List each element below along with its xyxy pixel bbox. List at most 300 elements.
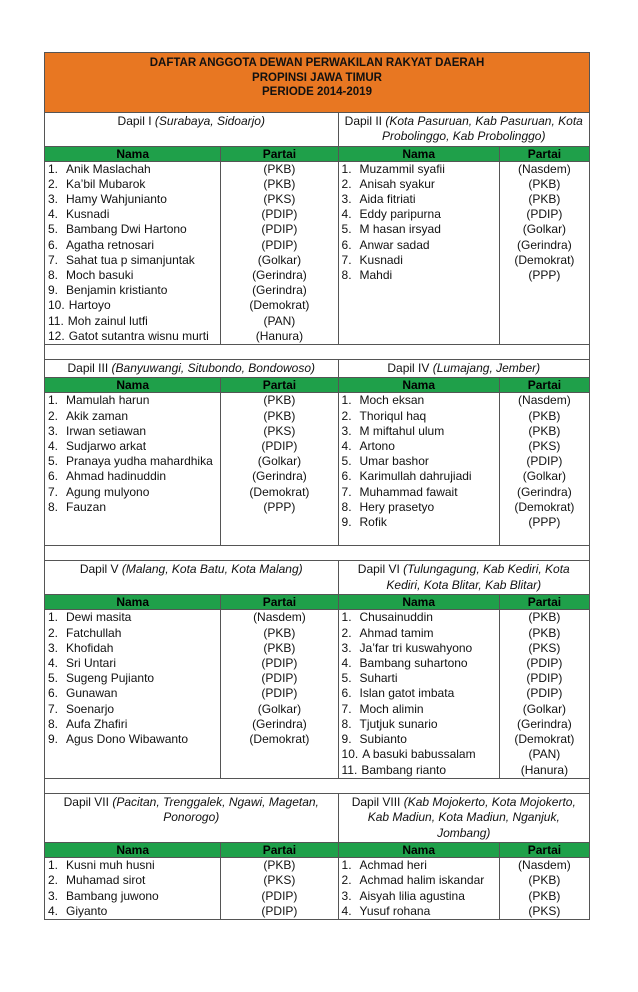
member-party-cell [221,469,338,484]
member-name-cell [45,207,221,222]
section-spacer [45,546,590,561]
document-title [45,53,590,113]
member-number: 2. [341,408,352,423]
member-name-cell [338,177,499,192]
member-number: 9. [341,732,352,747]
member-party: (PKS) [263,423,296,438]
member-name: Islan gatot imbata [359,686,455,701]
district-title [45,112,339,146]
member-number: 8. [341,267,352,282]
member-name: Achmad heri [359,858,427,873]
member-party-cell [499,268,589,283]
column-header-nama: Nama [45,843,221,858]
member-name-cell [45,747,221,762]
member-number: 4. [48,207,59,222]
member-number: 9. [48,283,59,298]
member-name: Thoriqul haq [359,408,427,423]
table-row [45,238,590,253]
table-row [45,177,590,192]
member-number: 2. [341,176,352,191]
member-number: 8. [48,499,59,514]
member-name-cell [338,626,499,641]
table-row [45,222,590,237]
member-name: Aisyah lilia agustina [359,888,465,903]
member-party: (Demokrat) [249,298,310,313]
district-header-row [45,793,590,843]
member-party: (PDIP) [526,207,563,222]
member-name-cell [338,485,499,500]
member-name: Dewi masita [66,610,132,625]
member-name-cell [338,192,499,207]
member-name-cell [45,298,221,313]
member-number: 1. [48,393,59,408]
table-row [45,268,590,283]
member-party: (Demokrat) [514,252,575,267]
member-party-cell [221,641,338,656]
title-line-2: PROPINSI JAWA TIMUR [252,71,382,84]
member-number: 7. [48,252,59,267]
district-title [45,561,339,595]
member-name-cell [338,268,499,283]
member-party: (Nasdem) [518,858,571,873]
member-number: 3. [341,191,352,206]
member-number: 10. [48,298,65,313]
member-number: 2. [341,625,352,640]
column-header-nama: Nama [45,595,221,610]
district-areas: (Banyuwangi, Situbondo, Bondowoso) [111,360,315,375]
column-header-partai: Partai [499,843,589,858]
column-header-nama: Nama [338,146,499,161]
member-name-cell [338,889,499,904]
member-name-cell [338,500,499,515]
member-name: Karimullah dahrujiadi [359,469,472,484]
member-party: (Gerindra) [517,484,572,499]
member-number: 9. [341,515,352,530]
member-number: 4. [48,656,59,671]
member-number: 4. [48,903,59,918]
member-name-cell [45,329,221,345]
member-number: 11. [341,762,358,777]
member-name: Khofidah [66,640,114,655]
member-name: Mahdi [359,267,393,282]
table-row [45,732,590,747]
member-party: (Demokrat) [249,732,310,747]
member-party-cell [221,222,338,237]
member-name-cell [45,177,221,192]
table-row [45,469,590,484]
member-number: 3. [341,423,352,438]
member-party-cell [499,161,589,177]
table-row [45,904,590,920]
member-party-cell [499,177,589,192]
table-row [45,454,590,469]
column-header-partai: Partai [221,378,338,393]
member-name-cell [338,207,499,222]
member-name: Sahat tua p simanjuntak [66,252,195,267]
member-party-cell [221,485,338,500]
table-row [45,515,590,530]
district-label: Dapil IV [387,360,430,375]
member-name: Subianto [359,732,407,747]
member-party: (PDIP) [261,656,298,671]
table-row [45,671,590,686]
member-party-cell [499,671,589,686]
member-number: 7. [48,484,59,499]
district-areas: (Kab Mojokerto, Kota Mojokerto, Kab Madiun, Kota Madiun, Nganjuk, Jombang) [367,794,576,840]
member-party-cell [499,439,589,454]
member-party-cell [499,717,589,732]
member-name-cell [45,393,221,409]
member-party: (PKB) [528,176,561,191]
member-party-cell [221,904,338,920]
member-number: 1. [341,610,352,625]
member-party-cell [499,485,589,500]
member-name-cell [45,469,221,484]
member-party: (PDIP) [526,656,563,671]
member-name-cell [338,610,499,626]
member-name: Anik Maslachah [66,161,151,176]
member-number: 7. [341,252,352,267]
district-title [338,793,589,843]
member-party-cell [221,424,338,439]
member-name: Aufa Zhafiri [66,716,128,731]
member-name-cell [338,409,499,424]
member-party: (Demokrat) [514,732,575,747]
member-party: (PDIP) [261,686,298,701]
member-number: 6. [48,469,59,484]
member-number: 1. [341,161,352,176]
member-party-cell [499,500,589,515]
member-name-cell [338,858,499,874]
member-party-cell [499,763,589,779]
member-party: (PKB) [528,610,561,625]
member-name-cell [338,329,499,345]
member-party: (Golkar) [522,701,567,716]
table-row [45,298,590,313]
member-party-cell [221,702,338,717]
member-name: Ahmad tamim [359,625,434,640]
member-name: Rofik [359,515,387,530]
member-number: 8. [341,716,352,731]
member-name: Mamulah harun [66,393,150,408]
member-party-cell [221,530,338,546]
column-header-partai: Partai [221,843,338,858]
member-number: 4. [48,439,59,454]
member-name-cell [45,253,221,268]
member-number: 2. [341,873,352,888]
member-party: (PDIP) [261,888,298,903]
member-name-cell [338,530,499,546]
member-party-cell [221,717,338,732]
member-party-cell [221,329,338,345]
member-name: Agung mulyono [66,484,150,499]
member-party: (PKB) [528,191,561,206]
member-party: (PKS) [263,191,296,206]
member-number: 2. [48,176,59,191]
member-party: (PPP) [528,267,561,282]
member-number: 4. [341,439,352,454]
table-row [45,161,590,177]
member-number: 9. [48,732,59,747]
column-header-partai: Partai [499,378,589,393]
member-party-cell [221,747,338,762]
member-party-cell [499,207,589,222]
table-row [45,500,590,515]
district-label: Dapil III [67,360,109,375]
member-party: (PKB) [528,873,561,888]
member-name-cell [338,763,499,779]
member-party-cell [499,702,589,717]
member-party: (PAN) [528,747,561,762]
member-party-cell [499,747,589,762]
district-label: Dapil I [117,113,152,128]
district-title [338,561,589,595]
member-party-cell [221,409,338,424]
member-party-cell [221,192,338,207]
member-party-cell [221,439,338,454]
district-areas: (Kota Pasuruan, Kab Pasuruan, Kota Probolinggo, Kab Probolinggo) [382,113,583,143]
table-row [45,702,590,717]
table-row [45,656,590,671]
member-name-cell [338,424,499,439]
member-name: Sri Untari [66,656,117,671]
member-list-document [44,52,590,920]
member-name: Hery prasetyo [359,499,435,514]
member-number: 3. [48,888,59,903]
member-number: 7. [48,701,59,716]
member-party-cell [499,253,589,268]
member-name-cell [45,485,221,500]
member-number: 7. [341,701,352,716]
member-name-cell [45,409,221,424]
member-party-cell [221,298,338,313]
member-party-cell [499,469,589,484]
member-name-cell [45,656,221,671]
member-name: Ahmad hadinuddin [66,469,167,484]
member-party: (Golkar) [257,252,302,267]
member-name-cell [338,238,499,253]
member-name: Yusuf rohana [359,903,431,918]
member-number: 6. [48,237,59,252]
table-row [45,858,590,874]
member-name-cell [338,732,499,747]
member-party-cell [221,656,338,671]
member-party-cell [499,314,589,329]
member-party-cell [499,409,589,424]
member-name: Artono [359,439,395,454]
member-name-cell [45,641,221,656]
member-name-cell [338,469,499,484]
column-header-nama: Nama [338,595,499,610]
member-name: Soenarjo [66,701,115,716]
column-header-row [45,146,590,161]
member-number: 6. [341,686,352,701]
column-header-partai: Partai [499,595,589,610]
district-label: Dapil II [344,113,383,128]
member-party: (PDIP) [526,454,563,469]
member-name: Achmad halim iskandar [359,873,485,888]
member-party-cell [499,656,589,671]
member-party-cell [499,732,589,747]
member-name-cell [45,717,221,732]
member-name: Sudjarwo arkat [66,439,147,454]
district-areas: (Lumajang, Jember) [432,360,541,375]
member-party-cell [499,904,589,920]
member-number: 6. [48,686,59,701]
member-party: (Golkar) [257,701,302,716]
member-party-cell [221,393,338,409]
member-party-cell [499,454,589,469]
member-name: Hamy Wahjunianto [66,191,167,206]
table-row [45,393,590,409]
member-number: 1. [48,610,59,625]
member-name-cell [45,222,221,237]
district-label: Dapil VIII [351,794,401,809]
district-areas: (Pacitan, Trenggalek, Ngawi, Magetan, Ponorogo) [112,794,319,825]
member-party-cell [221,268,338,283]
member-party-cell [499,192,589,207]
member-number: 3. [48,423,59,438]
member-name: Moch alimin [359,701,424,716]
table-row [45,207,590,222]
member-party: (PKS) [528,640,561,655]
member-party: (Gerindra) [252,469,307,484]
table-row [45,626,590,641]
member-name-cell [338,515,499,530]
member-number: 6. [341,469,352,484]
member-party: (Golkar) [257,454,302,469]
column-header-nama: Nama [338,378,499,393]
member-name-cell [45,268,221,283]
member-number: 2. [48,873,59,888]
member-party: (PAN) [263,313,296,328]
member-number: 3. [48,640,59,655]
member-number: 3. [48,191,59,206]
district-header-row [45,561,590,595]
member-name: Ja’far tri kuswahyono [359,640,473,655]
member-name: Moch basuki [66,267,134,282]
member-party: (PDIP) [261,439,298,454]
member-party-cell [221,161,338,177]
member-name-cell [338,283,499,298]
table-row [45,763,590,779]
member-number: 4. [341,207,352,222]
member-party-cell [499,393,589,409]
member-party-cell [499,424,589,439]
table-row [45,610,590,626]
member-name: Hartoyo [68,298,111,313]
member-party: (Gerindra) [252,283,307,298]
member-party: (Gerindra) [517,716,572,731]
member-party: (Golkar) [522,469,567,484]
table-row [45,409,590,424]
member-name-cell [45,530,221,546]
member-number: 11. [48,313,64,328]
member-party: (PKB) [263,625,296,640]
member-party: (PDIP) [526,686,563,701]
member-party: (Demokrat) [249,484,310,499]
title-line-1: DAFTAR ANGGOTA DEWAN PERWAKILAN RAKYAT DAERAH [149,57,485,69]
member-table [44,52,590,920]
member-name: Giyanto [66,903,108,918]
member-party-cell [221,238,338,253]
table-row [45,641,590,656]
member-name-cell [338,671,499,686]
member-name-cell [45,702,221,717]
member-name: Suharti [359,671,398,686]
member-party-cell [499,283,589,298]
district-areas: (Tulungagung, Kab Kediri, Kota Kediri, Kota Blitar, Kab Blitar) [386,562,570,592]
column-header-partai: Partai [221,146,338,161]
member-party: (PDIP) [261,222,298,237]
table-row [45,485,590,500]
table-row [45,686,590,701]
member-name: Gunawan [66,686,118,701]
member-number: 5. [48,222,59,237]
member-party: (PKB) [263,393,296,408]
column-header-row [45,378,590,393]
member-party-cell [499,873,589,888]
member-party-cell [499,626,589,641]
member-number: 8. [48,716,59,731]
member-name: Umar bashor [359,454,429,469]
member-number: 3. [341,888,352,903]
member-name-cell [338,393,499,409]
member-name-cell [45,686,221,701]
member-number: 5. [48,671,59,686]
member-name-cell [45,192,221,207]
member-name: Muzammil syafii [359,161,445,176]
section-spacer [45,778,590,793]
member-name: Benjamin kristianto [66,283,168,298]
district-areas: (Malang, Kota Batu, Kota Malang) [121,562,303,577]
member-number: 5. [341,454,352,469]
member-party-cell [221,207,338,222]
title-line-3: PERIODE 2014-2019 [262,86,372,98]
member-party-cell [221,500,338,515]
member-name-cell [338,454,499,469]
member-party-cell [499,641,589,656]
member-party: (PPP) [528,515,561,530]
member-number: 8. [48,267,59,282]
member-name: Anwar sadad [359,237,430,252]
member-party: (PKB) [263,161,296,176]
member-name: Eddy paripurna [359,207,441,222]
district-header-row [45,359,590,378]
table-row [45,283,590,298]
member-name-cell [338,253,499,268]
member-party: (PDIP) [526,671,563,686]
member-party-cell [499,858,589,874]
member-number: 1. [341,393,352,408]
member-party: (PDIP) [261,671,298,686]
member-name: Ka’bil Mubarok [66,176,146,191]
member-number: 1. [341,858,352,873]
member-party: (Gerindra) [252,716,307,731]
member-name: Sugeng Pujianto [66,671,155,686]
member-party: (PKB) [528,423,561,438]
member-name: Pranaya yudha mahardhika [66,454,213,469]
district-title [338,359,589,378]
member-name-cell [338,747,499,762]
member-name-cell [338,717,499,732]
member-party-cell [221,873,338,888]
member-name-cell [45,889,221,904]
member-name-cell [45,671,221,686]
member-party-cell [221,686,338,701]
member-name: Fauzan [66,499,107,514]
member-name-cell [338,656,499,671]
